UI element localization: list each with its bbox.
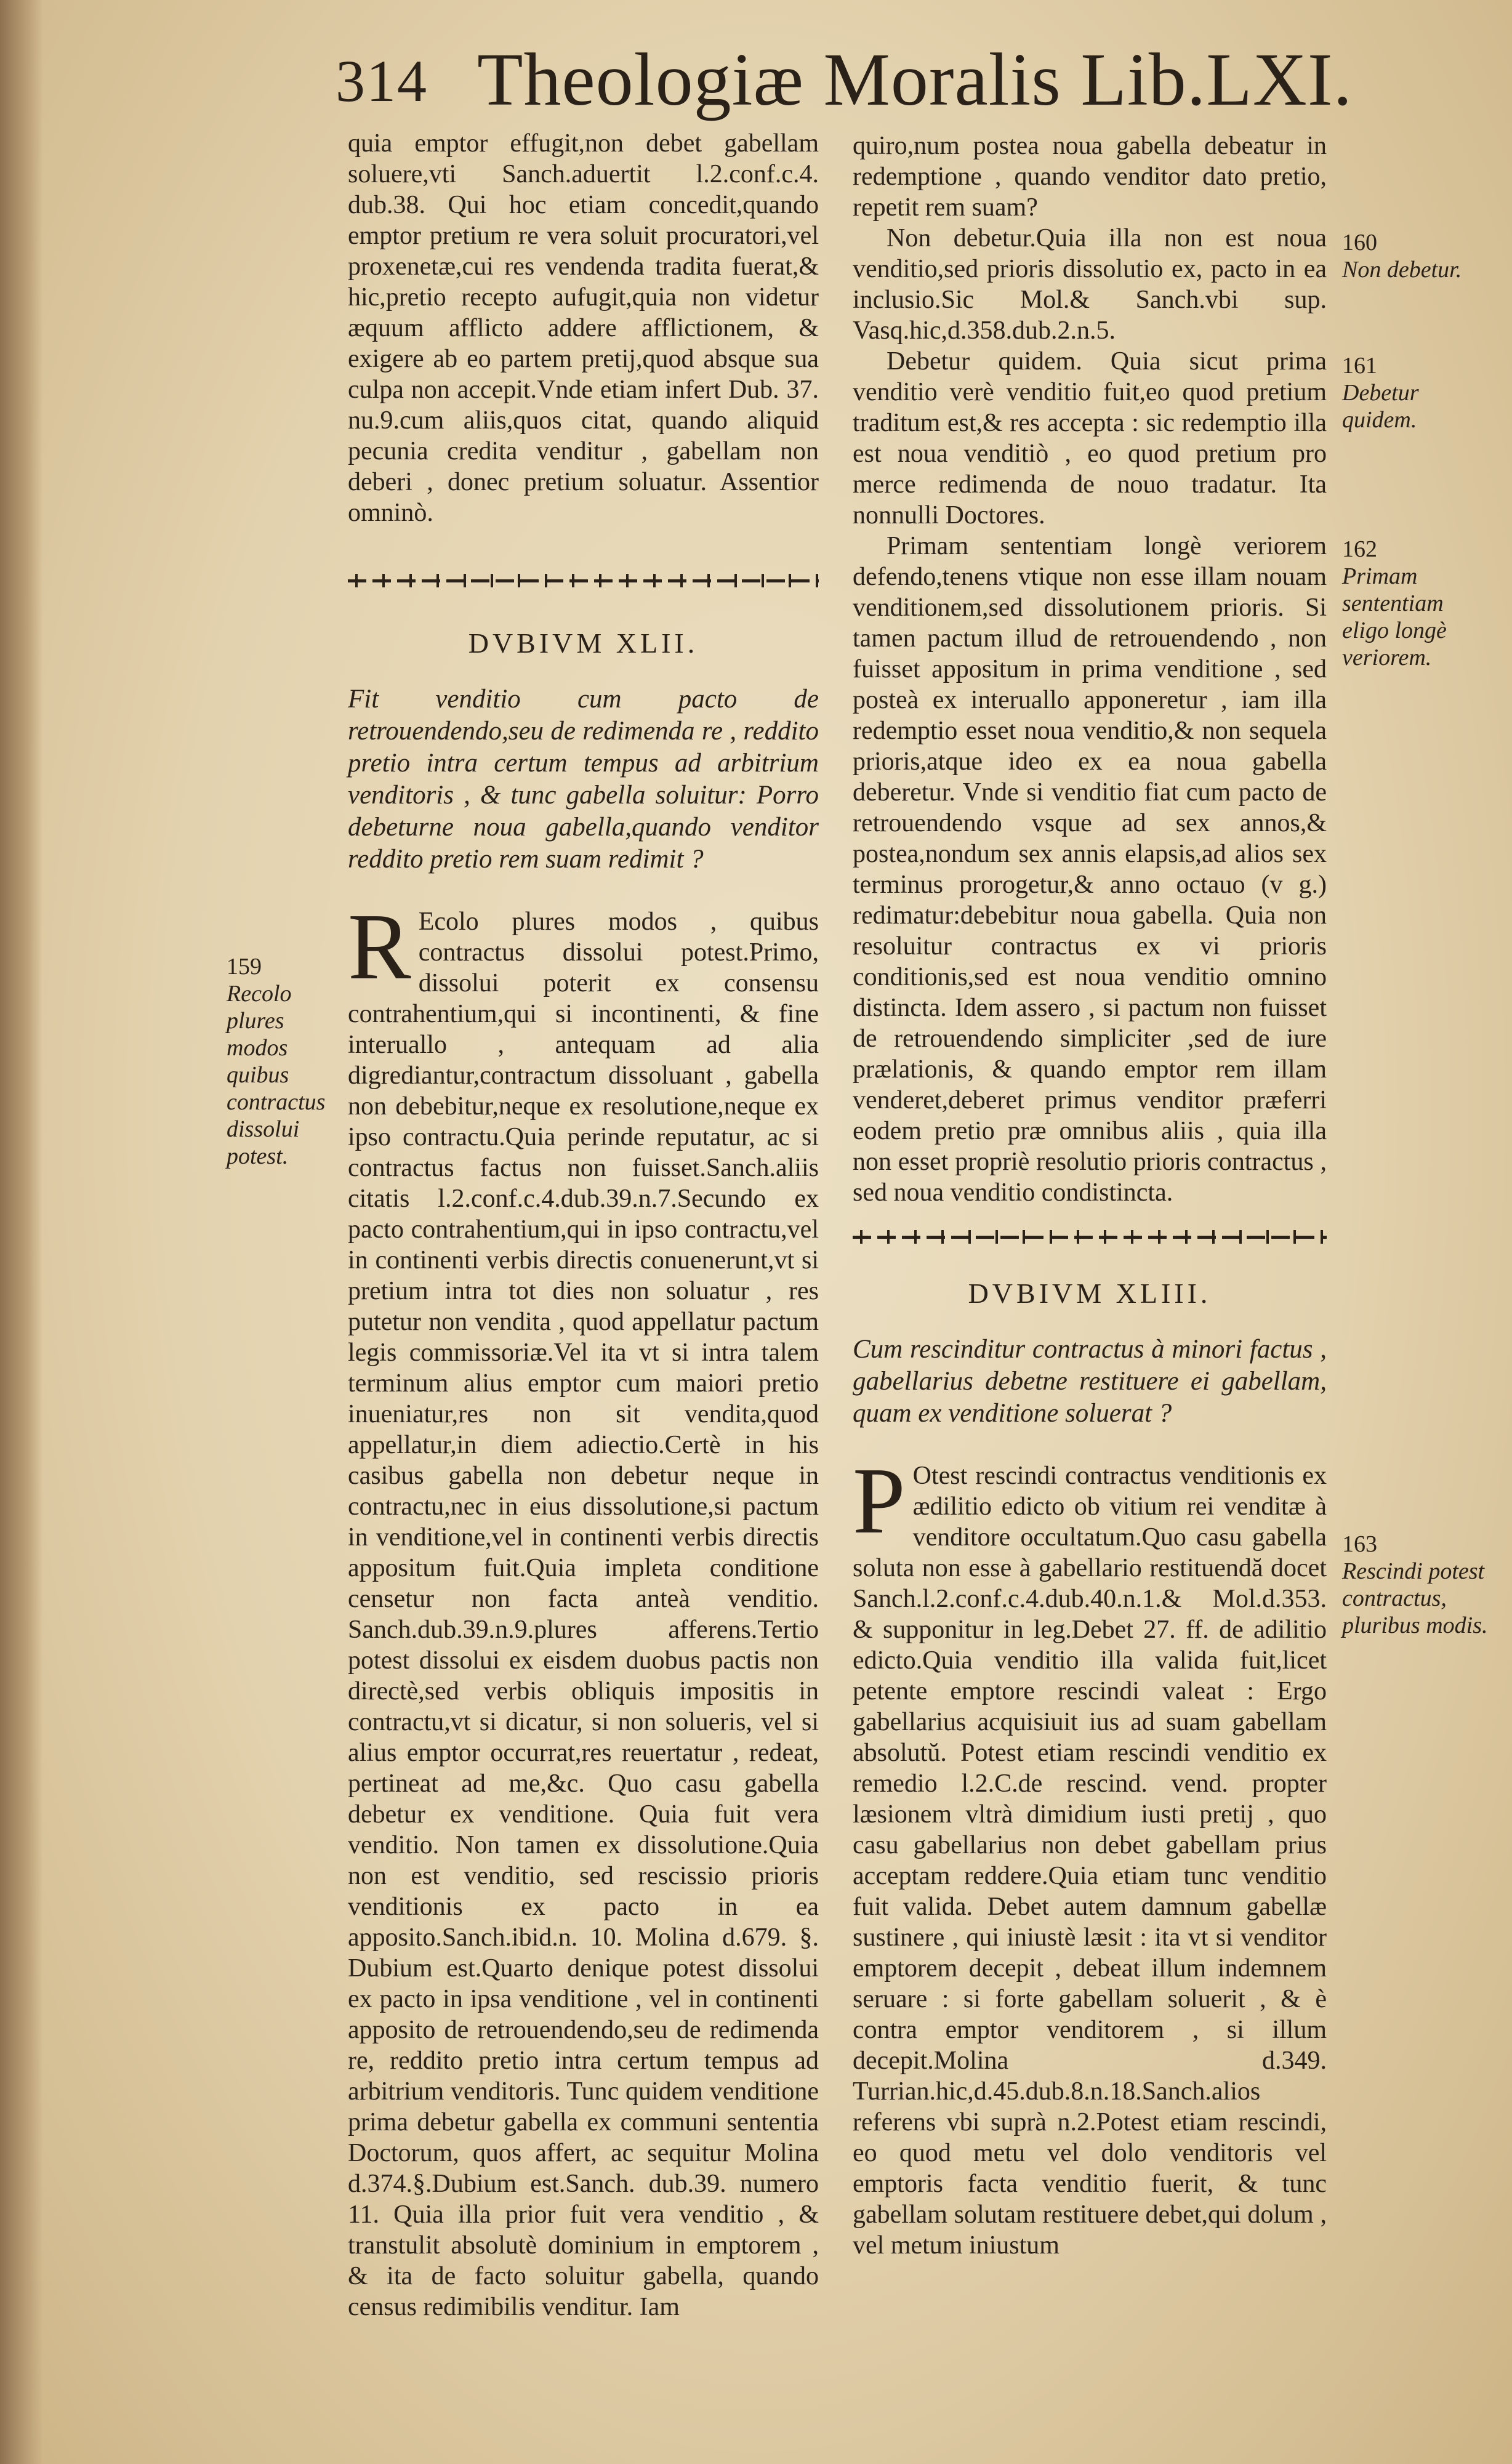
- question-text: Cum rescinditur contractus à minori factus , gabellarius debetne restituere ei gabellam, quam ex venditione soluerat ?: [853, 1335, 1327, 1428]
- continuation-paragraph: quiro,num postea noua gabella debeatur in redemptione , quando venditor dato pretio, repetit rem suam?: [853, 132, 1327, 222]
- margin-note-number: 160: [1342, 230, 1377, 256]
- answer-paragraph: [348, 895, 819, 2322]
- ornamental-divider: [853, 1230, 1327, 1244]
- margin-note-163: [1342, 1531, 1490, 1639]
- right-column: [853, 131, 1327, 2261]
- page-number: 314: [336, 48, 428, 114]
- page-binding-shadow: [0, 0, 43, 2464]
- answer-text: Otest rescindi contractus venditionis ex ædilitio edicto ob vitium rei venditæ à venditore occultatum.Quo casu gabella soluta non esse à gabellario restituendă docet Sanch.l.2.conf.c.4.dub.40.n.1.& Mol.d.353. & supponitur in leg.Debet 27. ff. de adilitio edicto.Quia venditio illa valida fuit,licet petente emptore rescindi valeat : Ergo gabellarius acquisiuit ius ad suam gabellam absolutŭ. Potest etiam rescindi venditio ex remedio l.2.C.de rescind. vend. propter læsionem vltrà dimidium iusti pretij , quo casu gabellarius non debet gabellam prius acceptam reddere.Quia etiam tunc venditio fuit valida. Debet autem damnum gabellæ sustinere , qui iniustè læsit : ita vt si venditor emptorem decepit , debeat illum indemnem seruare : si forte gabellam soluerit , & è contra emptor venditorem , si illum decepit.Molina d.349. Turrian.hic,d.45.dub.8.n.18.Sanch.alios referens vbi suprà n.2.Potest etiam rescindi, eo quod metu vel dolo venditoris vel emptoris facta venditio fuerit, & tunc gabellam solutam restituere debet,qui dolum , vel metum iniustum: [853, 1462, 1327, 2260]
- ornamental-divider: [348, 574, 819, 587]
- margin-note-162: [1342, 536, 1490, 671]
- opening-paragraph: quia emptor effugit,non debet gabellam soluere,vti Sanch.aduertit l.2.conf.c.4. dub.38. Qui hoc etiam concedit,quando emptor pretium re vera soluit procuratori,vel proxenetæ,cui res vendenda tradita fuerat,& hic,pretio recepto aufugit,quia non videtur æquum afflicto addere afflictionem, & exigere ab eo partem pretij,quod absque sua culpa non accepit.Vnde etiam infert Dub. 37. nu.9.cum aliis,quos citat, quando aliquid pecunia credita venditur , gabellam non deberi , donec pretium soluatur. Assentior omninò.: [348, 129, 819, 527]
- margin-note-number: 159: [227, 954, 262, 980]
- running-title: Theologiæ Moralis Lib.LXI.: [477, 38, 1353, 121]
- paragraph-debetur: Debetur quidem. Quia sicut prima venditio verè venditio fuit,eo quod pretium traditum est,& res accepta : sic redemptio illa est noua venditiò , eo quod pretium pro merce redimenda de nouo tradatur. Ita nonnulli Doctores.: [853, 347, 1327, 529]
- margin-note-text: Debetur quidem.: [1342, 380, 1419, 433]
- dubium-heading: DVBIVM XLII.: [468, 627, 699, 659]
- answer-paragraph: [853, 1449, 1327, 2261]
- paragraph-primam: Primam sententiam longè veriorem defendo,tenens vtique non esse illam nouam venditionem,sed dissolutionem prioris. Si tamen pactum illud de retrouendendo , non fuisset appositum in prima venditione , sed posteà ex interuallo apponeretur , iam illa redemptio esset noua venditio,& non sequela prioris,atque ideo ex ea noua gabella deberetur. Vnde si venditio fiat cum pacto de retrouendendo vsque ad sex annos,& postea,nondum sex annis elapsis,ad alios sex terminus prorogetur,& anno octauo (v g.) redimatur:debebitur noua gabella. Quia non resoluitur contractus ex vi prioris conditionis,sed est noua venditio omnino distincta. Idem assero , si pactum non fuisset de retrouendendo simpliciter ,sed de iure prælationis, & quando emptor rem illam venderet,deberet primus venditor præferri eodem pretio præ omnibus aliis , quia illa non esset propriè resolutio prioris contractus , sed noua venditio condistincta.: [853, 532, 1327, 1207]
- margin-note-number: 161: [1342, 353, 1377, 379]
- margin-note-160: [1342, 229, 1490, 283]
- drop-cap-letter: R: [348, 895, 411, 999]
- margin-note-text: Primam sententiam eligo longè veriorem.: [1342, 563, 1447, 670]
- margin-note-text: Rescindi potest contractus, pluribus modis.: [1342, 1558, 1488, 1638]
- margin-note-text: Recolo plures modos quibus contractus dissolui potest.: [227, 981, 326, 1169]
- margin-note-159: [227, 953, 344, 1170]
- drop-cap-letter: P: [853, 1449, 906, 1553]
- paragraph-non-debetur: Non debetur.Quia illa non est noua venditio,sed prioris dissolutio ex, pacto in ea inclusio.Sic Mol.& Sanch.vbi sup. Vasq.hic,d.358.dub.2.n.5.: [853, 224, 1327, 345]
- answer-text: Ecolo plures modos , quibus contractus dissolui potest.Primo, dissolui poterit ex consensu contrahentium,qui si incontinenti, & fine interuallo , antequam ad alia digrediantur,contractum dissoluant , gabella non debebitur,neque ex resolutione,neque ex ipso contractu.Quia perinde reputatur, ac si contractus factus non fuisset.Sanch.aliis citatis l.2.conf.c.4.dub.39.n.7.Secundo ex pacto contrahentium,qui in ipso contractu,vel in continenti verbis directis conuenerunt,vt si pretium intra tot dies non soluatur , res putetur non vendita , quod appellatur pactum legis commissoriæ.Vel ita vt si intra talem terminum alius emptor cum maiori pretio inueniatur,res non sit vendita,quod appellatur,in diem adiectio.Certè in his casibus gabella non debetur neque in contractu,nec in eius dissolutione,si pactum in venditione,vel in continenti verbis directis appositum fuit.Quia impleta conditione censetur non facta anteà venditio. Sanch.dub.39.n.9.plures afferens.Tertio potest dissolui ex eisdem duobus pactis non directè,sed verbis obliquis impositis in contractu,vt si dicatur, si non solueris, vel si alius emptor occurrat,res reuertatur , redeat, pertineat ad me,&c. Quo casu gabella debetur ex venditione. Quia fuit vera venditio. Non tamen ex dissolutione.Quia non est venditio, sed rescissio prioris venditionis ex pacto in ea apposito.Sanch.ibid.n. 10. Molina d.679. §. Dubium est.Quarto denique potest dissolui ex pacto in ipsa venditione , vel in continenti apposito de retrouendendo,seu de redimenda re, reddito pretio intra certum tempus ad arbitrium venditoris. Tunc quidem venditione prima debetur gabella ex communi sententia Doctorum, quos affert, ac sequitur Molina d.374.§.Dubium est.Sanch. dub.39. numero 11. Quia illa prior fuit vera venditio , & transtulit absolutè dominium in emptorem , & ita de facto soluitur gabella, quando census redimibilis venditur. Iam: [348, 908, 819, 2321]
- margin-note-number: 163: [1342, 1531, 1377, 1557]
- left-column: [348, 128, 819, 2322]
- margin-note-number: 162: [1342, 536, 1377, 562]
- margin-note-text: Non debetur.: [1342, 257, 1462, 283]
- margin-note-161: [1342, 352, 1490, 433]
- page-header: [336, 37, 1353, 129]
- dubium-heading: DVBIVM XLIII.: [968, 1278, 1212, 1309]
- question-text: Fit venditio cum pacto de retrouendendo,seu de redimenda re , reddito pretio intra certum tempus ad arbitrium venditoris , & tunc gabella soluitur: Porro debeturne noua gabella,quando venditor reddito pretio rem suam redimit ?: [348, 685, 819, 874]
